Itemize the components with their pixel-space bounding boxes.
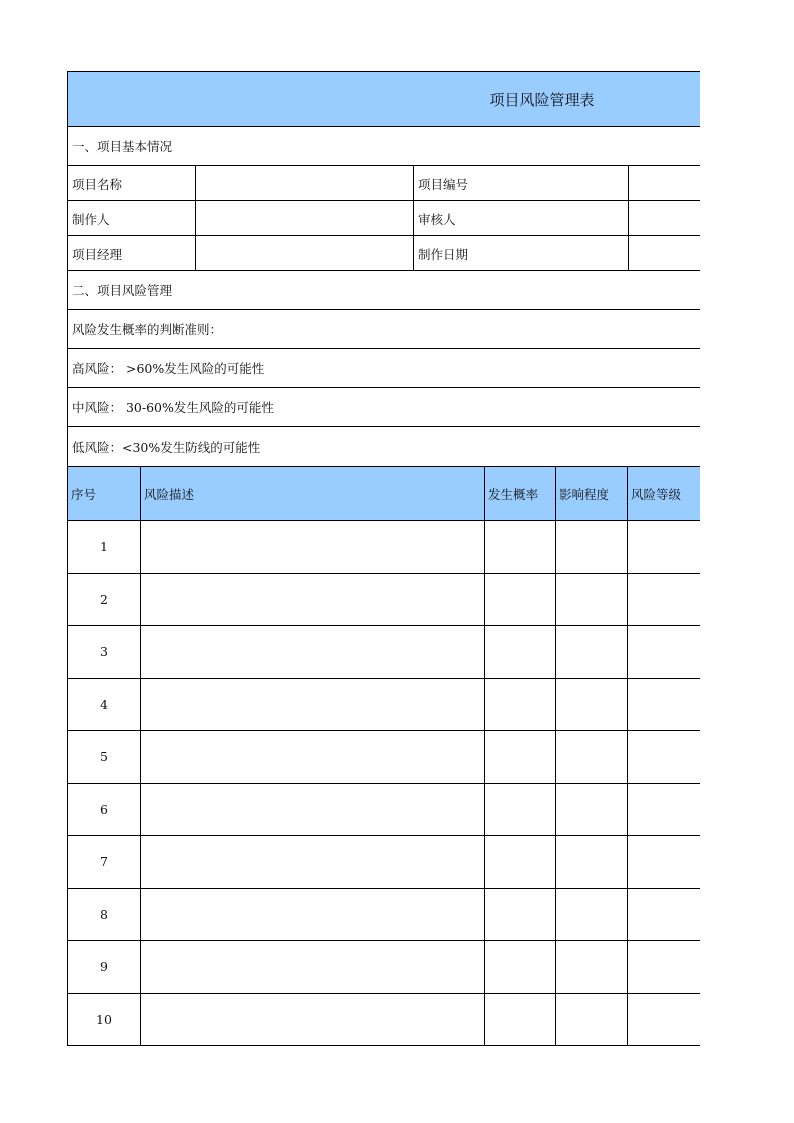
risk-description-cell[interactable] xyxy=(140,626,484,678)
table-row xyxy=(67,836,700,889)
reviewer-value[interactable] xyxy=(628,201,699,236)
probability-cell[interactable] xyxy=(484,574,555,626)
risk-description-cell[interactable] xyxy=(140,521,484,573)
probability-cell[interactable] xyxy=(484,731,555,783)
row-number-cell: 10 xyxy=(96,1011,112,1027)
risk-description-cell[interactable] xyxy=(140,574,484,626)
row-number-cell: 1 xyxy=(100,539,108,555)
project-manager-label: 项目经理 xyxy=(72,246,123,262)
probability-cell[interactable] xyxy=(484,784,555,836)
table-row xyxy=(67,574,700,627)
project-name-label: 项目名称 xyxy=(72,176,123,192)
risk-level-cell[interactable] xyxy=(627,941,699,993)
impact-cell[interactable] xyxy=(555,679,627,731)
criteria-title: 风险发生概率的判断准则： xyxy=(67,310,700,349)
impact-cell[interactable] xyxy=(555,784,627,836)
risk-level-cell[interactable] xyxy=(627,574,699,626)
risk-level-cell[interactable] xyxy=(627,784,699,836)
table-row xyxy=(67,889,700,942)
info-row xyxy=(67,201,700,236)
risk-description-cell[interactable] xyxy=(140,994,484,1046)
risk-management-sheet xyxy=(67,71,700,1046)
risk-table-body xyxy=(67,521,700,1046)
risk-table-header xyxy=(67,466,700,521)
probability-cell[interactable] xyxy=(484,836,555,888)
info-row xyxy=(67,236,700,271)
col-header-probability: 发生概率 xyxy=(484,467,555,520)
impact-cell[interactable] xyxy=(555,941,627,993)
risk-level-cell[interactable] xyxy=(627,679,699,731)
probability-cell[interactable] xyxy=(484,994,555,1046)
row-number-cell: 6 xyxy=(100,801,108,817)
reviewer-label: 审核人 xyxy=(413,201,628,236)
project-code-label: 项目编号 xyxy=(413,166,628,201)
col-header-no: 序号 xyxy=(71,486,97,502)
risk-description-cell[interactable] xyxy=(140,784,484,836)
col-header-description: 风险描述 xyxy=(140,467,484,520)
row-number-cell: 3 xyxy=(100,644,108,660)
risk-level-cell[interactable] xyxy=(627,731,699,783)
author-label: 制作人 xyxy=(72,211,110,227)
probability-cell[interactable] xyxy=(484,679,555,731)
row-number-cell: 7 xyxy=(100,854,108,870)
col-header-impact: 影响程度 xyxy=(555,467,627,520)
risk-description-cell[interactable] xyxy=(140,731,484,783)
impact-cell[interactable] xyxy=(555,731,627,783)
criteria-medium: 中风险： 30-60%发生风险的可能性 xyxy=(67,388,700,427)
impact-cell[interactable] xyxy=(555,836,627,888)
risk-level-cell[interactable] xyxy=(627,626,699,678)
risk-level-cell[interactable] xyxy=(627,994,699,1046)
project-code-value[interactable] xyxy=(628,166,699,201)
created-date-value[interactable] xyxy=(628,236,699,271)
section-risk-heading: 二、项目风险管理 xyxy=(67,271,700,310)
table-row xyxy=(67,679,700,732)
info-row xyxy=(67,166,700,201)
table-row xyxy=(67,626,700,679)
criteria-high: 高风险： >60%发生风险的可能性 xyxy=(67,349,700,388)
table-row xyxy=(67,784,700,837)
author-value[interactable] xyxy=(195,201,413,236)
basic-info-table xyxy=(67,166,700,271)
impact-cell[interactable] xyxy=(555,521,627,573)
section-basic-info-heading: 一、项目基本情况 xyxy=(67,127,700,166)
row-number-cell: 5 xyxy=(100,749,108,765)
row-number-cell: 9 xyxy=(100,959,108,975)
probability-cell[interactable] xyxy=(484,889,555,941)
impact-cell[interactable] xyxy=(555,889,627,941)
table-row xyxy=(67,731,700,784)
impact-cell[interactable] xyxy=(555,994,627,1046)
impact-cell[interactable] xyxy=(555,626,627,678)
probability-cell[interactable] xyxy=(484,941,555,993)
risk-description-cell[interactable] xyxy=(140,836,484,888)
row-number-cell: 2 xyxy=(100,591,108,607)
created-date-label: 制作日期 xyxy=(413,236,628,271)
criteria-low: 低风险：<30%发生防线的可能性 xyxy=(67,427,700,466)
risk-description-cell[interactable] xyxy=(140,889,484,941)
risk-level-cell[interactable] xyxy=(627,836,699,888)
sheet-title: 项目风险管理表 xyxy=(489,90,595,109)
probability-cell[interactable] xyxy=(484,521,555,573)
table-row xyxy=(67,994,700,1047)
impact-cell[interactable] xyxy=(555,574,627,626)
project-manager-value[interactable] xyxy=(195,236,413,271)
row-number-cell: 4 xyxy=(100,696,108,712)
sheet-title-bar xyxy=(67,71,700,127)
table-row xyxy=(67,941,700,994)
risk-description-cell[interactable] xyxy=(140,679,484,731)
project-name-value[interactable] xyxy=(195,166,413,201)
probability-cell[interactable] xyxy=(484,626,555,678)
row-number-cell: 8 xyxy=(100,906,108,922)
risk-level-cell[interactable] xyxy=(627,889,699,941)
risk-description-cell[interactable] xyxy=(140,941,484,993)
table-row xyxy=(67,521,700,574)
col-header-level: 风险等级 xyxy=(627,467,699,520)
risk-level-cell[interactable] xyxy=(627,521,699,573)
